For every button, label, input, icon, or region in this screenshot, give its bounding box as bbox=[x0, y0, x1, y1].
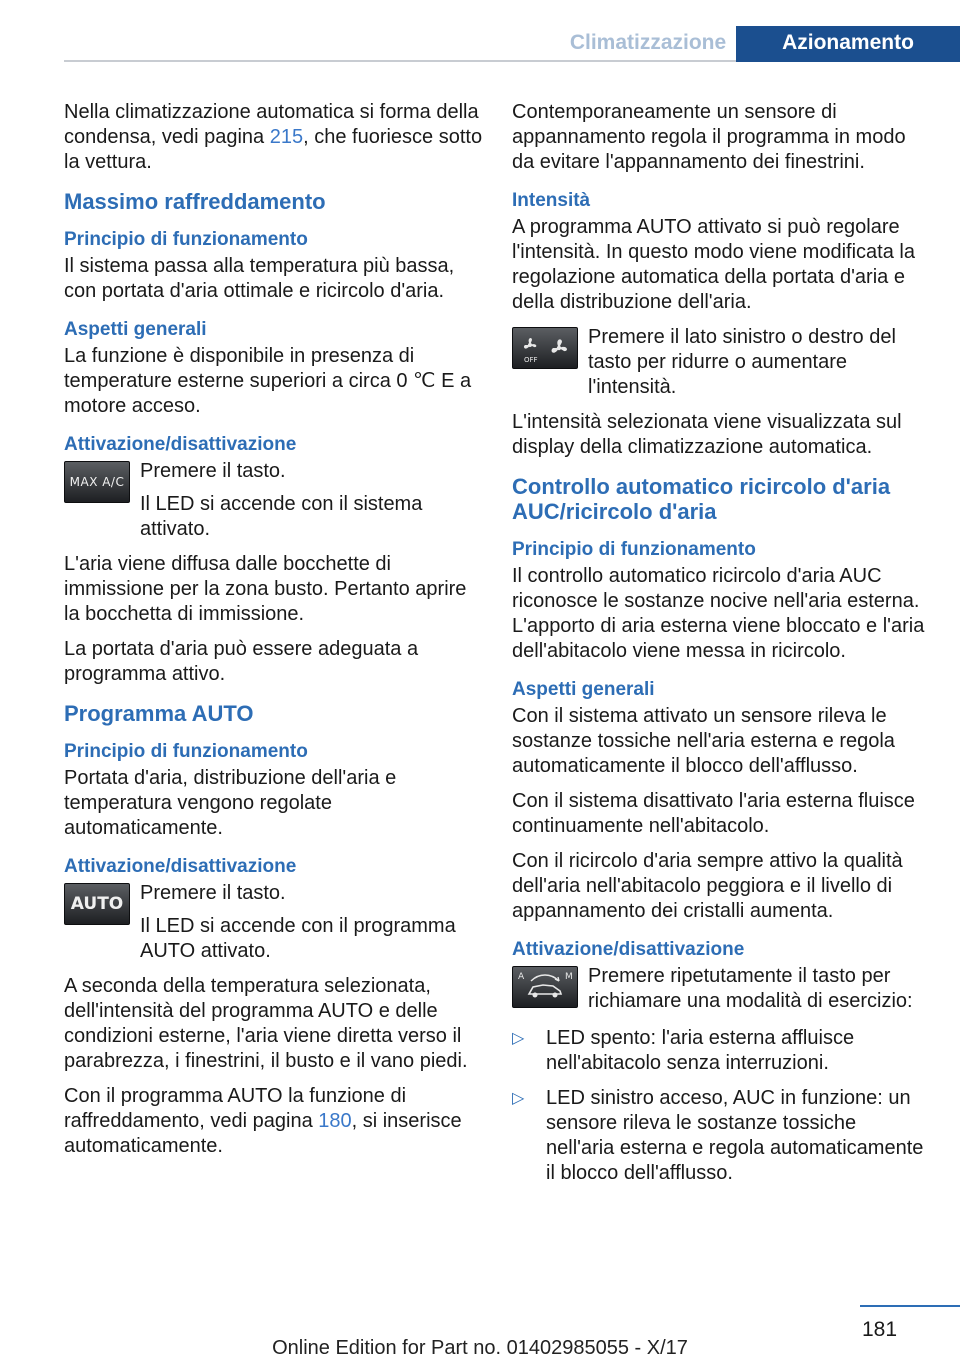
page-link-180[interactable]: 180 bbox=[318, 1110, 352, 1132]
paragraph: Premere il tasto. bbox=[140, 882, 286, 904]
svg-text:A: A bbox=[518, 972, 525, 982]
paragraph: A seconda della temperatura selezionata, dell'intensità del programma AUTO e delle condizioni esterne, l'aria viene diretta verso il parabrezza, i finestrini, il busto e il vano piedi. bbox=[64, 975, 468, 1072]
subheading-attivazione: Attivazione/disattivazione bbox=[64, 434, 297, 455]
subheading-principio: Principio di funzionamento bbox=[512, 539, 756, 560]
triangle-bullet-icon: ▷ bbox=[512, 1030, 525, 1047]
auc-instruction bbox=[512, 964, 928, 1016]
paragraph: Il LED si accende con il programma AUTO attivato. bbox=[140, 915, 456, 962]
subheading-attivazione: Attivazione/disattivazione bbox=[64, 856, 297, 877]
paragraph: Premere il lato sinistro o destro del tasto per ridurre o aumentare l'intensità. bbox=[588, 326, 896, 398]
paragraph: Il sistema passa alla temperatura più bassa, con portata d'aria ottimale e ricircolo d'aria. bbox=[64, 255, 455, 302]
left-column bbox=[64, 100, 484, 1169]
paragraph: Contemporaneamente un sensore di appannamento regola il programma in modo da evitare l'appannamento dei finestrini. bbox=[512, 101, 906, 173]
subheading-attivazione: Attivazione/disattivazione bbox=[512, 939, 745, 960]
subheading-aspetti-generali: Aspetti generali bbox=[64, 319, 207, 340]
subheading-principio: Principio di funzionamento bbox=[64, 229, 308, 250]
paragraph: Con il sistema attivato un sensore rileva le sostanze tossiche nell'aria esterna e regola automaticamente il blocco dell'afflusso. bbox=[512, 705, 895, 777]
intro-paragraph: Nella climatizzazione automatica si forma della condensa, vedi pagina 215, che fuoriesce sotto la vettura. bbox=[64, 101, 483, 173]
section-tab[interactable]: Climatizzazione bbox=[569, 31, 727, 54]
maxac-instruction bbox=[64, 459, 484, 542]
heading-massimo-raffreddamento: Massimo raffreddamento bbox=[64, 189, 326, 214]
heading-programma-auto: Programma AUTO bbox=[64, 701, 254, 726]
triangle-bullet-icon: ▷ bbox=[512, 1090, 525, 1107]
chapter-tab-active[interactable]: Azionamento bbox=[736, 26, 960, 62]
intensity-instruction bbox=[512, 325, 928, 400]
paragraph: Con il ricircolo d'aria sempre attivo la qualità dell'aria nell'abitacolo peggiora e il livello di appannamento dei cristalli aumenta. bbox=[512, 850, 903, 922]
paragraph: L'intensità selezionata viene visualizzata sul display della climatizzazione automatica. bbox=[512, 411, 902, 458]
subheading-intensita: Intensità bbox=[512, 190, 591, 211]
paragraph: Premere il tasto. bbox=[140, 460, 286, 482]
recirculation-button-icon bbox=[512, 966, 578, 1008]
paragraph: La funzione è disponibile in presenza di temperature esterne superiori a circa 0 ℃ E a motore acceso. bbox=[64, 345, 472, 417]
list-item: ▷ LED spento: l'aria esterna affluisce nell'abitacolo senza interruzioni. bbox=[512, 1027, 855, 1074]
auto-button-icon: AUTO bbox=[64, 883, 130, 925]
paragraph: L'aria viene diffusa dalle bocchette di immissione per la zona busto. Pertanto aprire la bocchetta di immissione. bbox=[64, 553, 467, 625]
paragraph: Con il programma AUTO la funzione di raffreddamento, vedi pagina 180, si inserisce automaticamente. bbox=[64, 1085, 462, 1157]
subheading-aspetti-generali: Aspetti generali bbox=[512, 679, 655, 700]
paragraph: La portata d'aria può essere adeguata a programma attivo. bbox=[64, 638, 419, 685]
list-item: ▷ LED sinistro acceso, AUC in funzione: un sensore rileva le sostanze tossiche nell'aria esterna e regola automaticamente il blocco dell'afflusso. bbox=[512, 1087, 924, 1184]
page-number: 181 bbox=[862, 1318, 898, 1341]
fan-intensity-button-icon bbox=[512, 327, 578, 369]
paragraph: Premere ripetutamente il tasto per richiamare una modalità di esercizio: bbox=[588, 965, 913, 1012]
max-ac-button-icon: MAX A/C bbox=[64, 461, 130, 503]
svg-text:OFF: OFF bbox=[524, 356, 538, 364]
footer-rule bbox=[860, 1305, 960, 1307]
auto-instruction bbox=[64, 881, 484, 964]
heading-auc: Controllo automatico ricircolo d'aria AUC/ricircolo d'aria bbox=[512, 474, 891, 524]
paragraph: A programma AUTO attivato si può regolare l'intensità. In questo modo viene modificata la regolazione automatica della portata d'aria e della distribuzione dell'aria. bbox=[512, 216, 915, 313]
svg-text:M: M bbox=[565, 972, 573, 982]
edition-footer: Online Edition for Part no. 01402985055 - X/17 bbox=[272, 1337, 688, 1359]
page-link-215[interactable]: 215 bbox=[269, 126, 304, 148]
paragraph: Il controllo automatico ricircolo d'aria AUC riconosce le sostanze nocive nell'aria esterna. L'apporto di aria esterna viene bloccato e l'aria dell'abitacolo viene messa in ricircolo. bbox=[512, 565, 925, 662]
paragraph: Con il sistema disattivato l'aria esterna fluisce continuamente nell'abitacolo. bbox=[512, 790, 915, 837]
subheading-principio: Principio di funzionamento bbox=[64, 741, 308, 762]
right-column bbox=[512, 100, 928, 1196]
paragraph: Portata d'aria, distribuzione dell'aria e temperatura vengono regolate automaticamente. bbox=[64, 767, 397, 839]
paragraph: Il LED si accende con il sistema attivato. bbox=[140, 493, 423, 540]
